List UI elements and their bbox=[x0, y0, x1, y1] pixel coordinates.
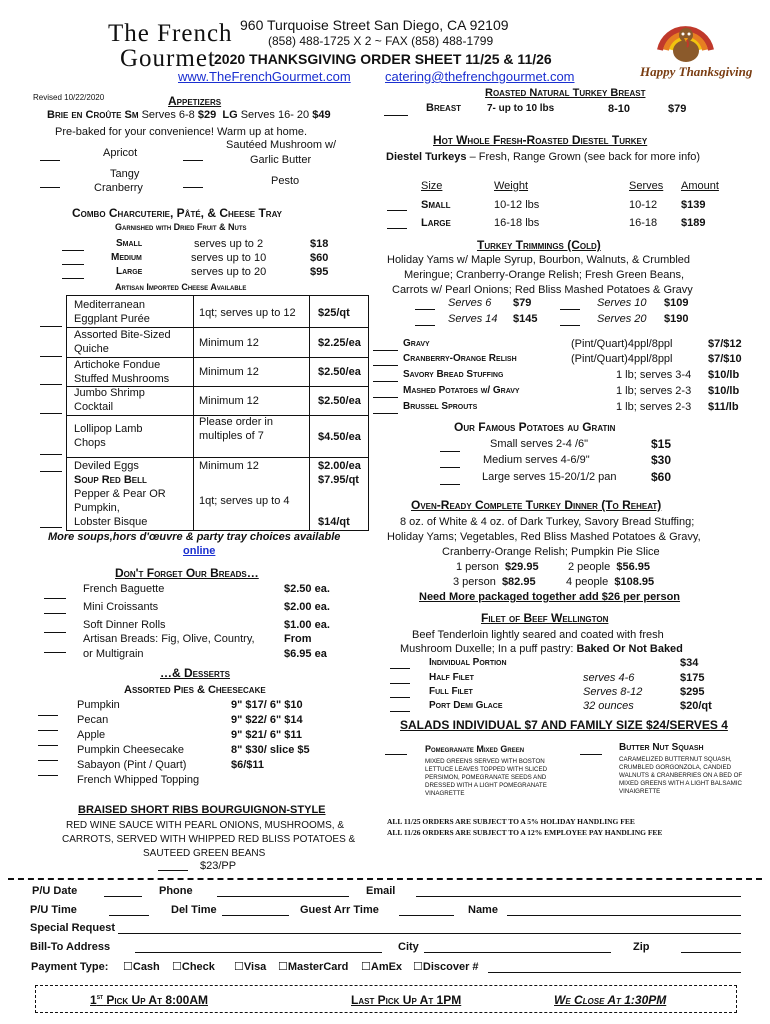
turkey-size: Large bbox=[421, 217, 451, 229]
trimmings-title: Turkey Trimmings (Cold) bbox=[477, 238, 601, 252]
side-blank[interactable] bbox=[373, 413, 398, 414]
salad-squash-desc: CARAMELIZED BUTTERNUT SQUASH, CRUMBLED GORGONZOLA, CANDIED WALNUTS & CRANBERRIES ON A BED OF MIXED GREENS WITH A LIGHT BALSAMIC VINAIGRETTE bbox=[619, 756, 743, 796]
gratin-blank[interactable] bbox=[440, 484, 460, 485]
bread-price: $1.00 ea. bbox=[284, 619, 330, 631]
dinner-price: $56.95 bbox=[616, 561, 650, 573]
diestel-title: Hot Whole Fresh-Roasted Diestel Turkey bbox=[433, 133, 648, 147]
tray-qty: Minimum 12 bbox=[199, 366, 259, 378]
phone-fax: (858) 488-1725 X 2 ~ FAX (858) 488-1799 bbox=[268, 34, 494, 48]
tray-price: $2.50/ea bbox=[318, 366, 361, 378]
last-pickup: Last Pick Up At 1PM bbox=[351, 993, 462, 1007]
dinner-option-2 bbox=[568, 561, 650, 574]
gratin-label: Small serves 2-4 /6" bbox=[490, 438, 589, 450]
breads-title: Don't Forget Our Breads… bbox=[115, 566, 259, 580]
tray-price: $14/qt bbox=[318, 516, 350, 528]
dessert-name: Sabayon (Pint / Quart) bbox=[77, 759, 187, 771]
logo-line2: Gourmet bbox=[120, 45, 216, 72]
dessert-price: 8" $30/ slice $5 bbox=[231, 744, 310, 756]
beef-price: $34 bbox=[680, 657, 699, 669]
side-price: $11/lb bbox=[708, 401, 739, 413]
tray-qty: Please order in bbox=[199, 416, 273, 428]
tray-item: Assorted Bite-Sized bbox=[74, 329, 171, 341]
brie-lg-serves: Serves 16- 20 bbox=[240, 109, 310, 121]
dinner-title: Oven-Ready Complete Turkey Dinner (To Reheat) bbox=[411, 498, 662, 512]
happy-thanksgiving: Happy Thanksgiving bbox=[640, 64, 753, 79]
cash-label: Cash bbox=[132, 961, 160, 973]
payment-type-label: Payment Type: bbox=[31, 961, 109, 973]
tray-item: Chops bbox=[74, 437, 106, 449]
dinner-label: 1 person bbox=[456, 561, 499, 573]
col-weight: Weight bbox=[494, 180, 529, 192]
col-serves: Serves bbox=[629, 180, 664, 192]
discover-label: Discover # bbox=[422, 961, 479, 973]
trim-blank[interactable] bbox=[560, 309, 580, 310]
trim-price: $145 bbox=[513, 313, 538, 325]
checkbox-icon[interactable]: ☐ bbox=[413, 961, 423, 973]
dessert-name: Pumpkin Cheesecake bbox=[77, 744, 185, 756]
mushroom-blank[interactable] bbox=[183, 160, 203, 161]
tray-item: Lobster Bisque bbox=[74, 516, 148, 528]
turkey-amount: $189 bbox=[681, 217, 706, 229]
side-size: 1 lb; serves 2-3 bbox=[616, 385, 692, 397]
brie-name: Brie en Croûte bbox=[47, 109, 122, 121]
tray-qty: 1qt; serves up to 12 bbox=[199, 307, 296, 319]
salad-pomegranate-title: Pomegranate Mixed Green bbox=[425, 744, 525, 754]
tray-blank[interactable] bbox=[40, 413, 62, 414]
short-ribs-desc-2: CARROTS, SERVED WITH WHIPPED RED BLISS POTATOES & bbox=[62, 834, 356, 845]
beef-blank[interactable] bbox=[390, 711, 410, 712]
check-label: Check bbox=[181, 961, 215, 973]
col-amount: Amount bbox=[681, 180, 719, 192]
tray-qty: Minimum 12 bbox=[199, 337, 259, 349]
combo-price-large: $95 bbox=[310, 266, 329, 278]
turkey-size: Small bbox=[421, 199, 451, 211]
side-price: $7/$12 bbox=[708, 338, 742, 350]
pu-date-label: P/U Date bbox=[32, 885, 78, 897]
side-size: 1 lb; serves 2-3 bbox=[616, 401, 692, 413]
turkey-weight: 16-18 lbs bbox=[494, 217, 540, 229]
combo-large-blank[interactable] bbox=[62, 278, 84, 279]
salad-pomegranate-desc: MIXED GREENS SERVED WITH BOSTON LETTUCE LEAVES TOPPED WITH SLICED PERSIMON, POMEGRANATE SEEDS AND DRESSED WITH A LIGHT POMEGRANATE VINAGRETTE bbox=[425, 758, 548, 798]
checkbox-icon[interactable]: ☐ bbox=[123, 961, 133, 973]
amex-label: AmEx bbox=[370, 961, 403, 973]
tray-qty: multiples of 7 bbox=[199, 430, 264, 442]
brie-lg: LG bbox=[222, 109, 238, 121]
beef-not-baked: Not Baked bbox=[628, 643, 683, 655]
logo-line1: The French bbox=[108, 20, 233, 47]
beef-blank[interactable] bbox=[390, 668, 410, 669]
beef-price: $20/qt bbox=[680, 700, 712, 712]
tray-item: Eggplant Purée bbox=[74, 313, 150, 325]
side-price: $7/$10 bbox=[708, 353, 742, 365]
dessert-name: Pecan bbox=[77, 714, 109, 726]
card-number-field[interactable] bbox=[488, 972, 741, 973]
filling-apricot: Apricot bbox=[103, 147, 138, 159]
tray-price: $25/qt bbox=[318, 307, 350, 319]
special-request-field[interactable] bbox=[118, 933, 741, 934]
prebaked-note: Pre-baked for your convenience! Warm up at home. bbox=[55, 126, 308, 138]
trim-blank[interactable] bbox=[415, 325, 435, 326]
tray-blank[interactable] bbox=[40, 384, 62, 385]
close-time: We Close At 1:30PM bbox=[554, 993, 667, 1007]
combo-title: Combo Charcuterie, Pâté, & Cheese Tray bbox=[72, 206, 282, 220]
gratin-label: Large serves 15-20/1/2 pan bbox=[482, 471, 617, 483]
short-ribs-desc-3: SAUTEED GREEN BEANS bbox=[143, 848, 266, 859]
checkbox-icon[interactable]: ☐ bbox=[361, 961, 371, 973]
bread-name: Soft Dinner Rolls bbox=[83, 619, 166, 631]
side-blank[interactable] bbox=[373, 350, 398, 351]
combo-small-blank[interactable] bbox=[62, 250, 84, 251]
trimmings-desc: Holiday Yams w/ Maple Syrup, Bourbon, Walnuts, & Crumbled bbox=[387, 254, 691, 266]
website-link[interactable]: www.TheFrenchGourmet.com bbox=[178, 69, 351, 84]
payment-cash[interactable] bbox=[123, 961, 160, 974]
appetizers-title: Appetizers bbox=[168, 94, 222, 108]
brie-sm-price: $29 bbox=[197, 109, 217, 121]
dinner-more-note: Need More packaged together add $26 per person bbox=[419, 591, 681, 603]
payment-discover[interactable] bbox=[413, 961, 479, 974]
tray-blank[interactable] bbox=[40, 527, 62, 528]
checkbox-icon[interactable]: ☐ bbox=[234, 961, 244, 973]
dinner-option-3 bbox=[453, 576, 536, 589]
diestel-label: Diestel Turkeys bbox=[386, 151, 467, 163]
dessert-blank[interactable] bbox=[38, 760, 58, 761]
dinner-option-1 bbox=[456, 561, 539, 574]
bread-name: French Baguette bbox=[83, 583, 165, 595]
email-field[interactable] bbox=[416, 896, 741, 897]
beef-baked: Baked bbox=[576, 643, 610, 655]
combo-medium-blank[interactable] bbox=[62, 264, 84, 265]
combo-price-medium: $60 bbox=[310, 252, 329, 264]
bread-price: $2.50 ea. bbox=[284, 583, 330, 595]
beef-name: Full Filet bbox=[429, 686, 473, 697]
revised-date: Revised 10/22/2020 bbox=[33, 93, 105, 102]
combo-garnish: Garnished with Dried Fruit & Nuts bbox=[115, 222, 247, 232]
dinner-label: 4 people bbox=[566, 576, 609, 588]
zip-label: Zip bbox=[633, 941, 650, 953]
side-name: Cranberry-Orange Relish bbox=[403, 353, 517, 364]
beef-desc: Beef Tenderloin lightly seared and coated with fresh bbox=[412, 629, 664, 641]
tray-price: $7.95/qt bbox=[318, 474, 359, 486]
tray-item: Quiche bbox=[74, 343, 109, 355]
dinner-desc-3: Cranberry-Orange Relish; Pumpkin Pie Slice bbox=[442, 546, 660, 558]
dessert-price: $6/$11 bbox=[231, 759, 265, 771]
checkbox-icon[interactable]: ☐ bbox=[278, 961, 288, 973]
beef-blank[interactable] bbox=[390, 697, 410, 698]
turkey-serves: 16-18 bbox=[629, 217, 658, 229]
turkey-breast-title: Roasted Natural Turkey Breast bbox=[485, 87, 646, 99]
tray-blank[interactable] bbox=[40, 471, 62, 472]
brie-sm: Sm bbox=[124, 109, 139, 121]
combo-artisan: Artisan Imported Cheese Available bbox=[115, 282, 247, 292]
gratin-price: $15 bbox=[651, 437, 672, 451]
diestel-desc bbox=[386, 151, 700, 164]
address: 960 Turquoise Street San Diego, CA 92109 bbox=[240, 17, 509, 33]
gratin-label: Medium serves 4-6/9" bbox=[483, 454, 590, 466]
filling-mushroom: Sautéed Mushroom w/ bbox=[226, 139, 337, 151]
short-ribs-price: $23/PP bbox=[200, 860, 237, 872]
tray-price: $2.25/ea bbox=[318, 337, 361, 349]
side-name: Savory Bread Stuffing bbox=[403, 369, 504, 380]
beef-title: Filet of Beef Wellington bbox=[481, 611, 609, 625]
pu-date-field[interactable] bbox=[104, 896, 142, 897]
phone-field[interactable] bbox=[217, 896, 349, 897]
dinner-desc: 8 oz. of White & 4 oz. of Dark Turkey, Savory Bread Stuffing; bbox=[400, 516, 695, 528]
tray-item: Pepper & Pear OR bbox=[74, 488, 166, 500]
beef-serves: serves 4-6 bbox=[583, 672, 635, 684]
zip-field[interactable] bbox=[681, 952, 741, 953]
email-label: Email bbox=[366, 885, 396, 897]
breast-weight: 7- up to 10 lbs bbox=[487, 103, 555, 114]
tray-qty: Minimum 12 bbox=[199, 460, 259, 472]
trim-serves: Serves 10 bbox=[597, 297, 647, 309]
brie-lg-price: $49 bbox=[312, 109, 331, 121]
salad-squash-title: Butter Nut Squash bbox=[619, 742, 704, 753]
online-link[interactable]: online bbox=[183, 545, 216, 557]
combo-serves-small: serves up to 2 bbox=[194, 238, 264, 250]
side-name: Gravy bbox=[403, 338, 430, 349]
payment-mastercard[interactable] bbox=[278, 961, 348, 974]
pu-time-label: P/U Time bbox=[30, 904, 77, 916]
del-time-label: Del Time bbox=[171, 904, 217, 916]
filling-mushroom-2: Garlic Butter bbox=[250, 154, 312, 166]
breast-price: $79 bbox=[668, 103, 687, 115]
turkey-amount: $139 bbox=[681, 199, 706, 211]
guest-arr-field[interactable] bbox=[399, 915, 454, 916]
combo-size-large: Large bbox=[116, 266, 143, 277]
bread-name: Mini Croissants bbox=[83, 601, 159, 613]
artisan-from: From bbox=[284, 633, 312, 645]
trim-price: $79 bbox=[513, 297, 532, 309]
gratin-price: $30 bbox=[651, 453, 672, 467]
visa-label: Visa bbox=[243, 961, 267, 973]
tangy-blank[interactable] bbox=[40, 187, 60, 188]
tray-item: Mediterranean bbox=[74, 299, 145, 311]
tray-blank[interactable] bbox=[40, 326, 62, 327]
beef-desc-text: Mushroom Duxelle; In a puff pastry: bbox=[400, 643, 574, 655]
trim-serves: Serves 14 bbox=[448, 313, 498, 325]
fee-note-1: ALL 11/25 ORDERS ARE SUBJECT TO A 5% HOLIDAY HANDLING FEE bbox=[387, 817, 635, 826]
more-soups-note: More soups,hors d'œuvre & party tray choices available bbox=[48, 531, 341, 543]
first-pickup bbox=[90, 994, 208, 1008]
beef-serves: 32 ounces bbox=[583, 700, 634, 712]
beef-price: $175 bbox=[680, 672, 705, 684]
del-time-field[interactable] bbox=[222, 915, 289, 916]
apricot-blank[interactable] bbox=[40, 160, 60, 161]
beef-serves: Serves 8-12 bbox=[583, 686, 643, 698]
payment-amex[interactable] bbox=[361, 961, 402, 974]
email-link[interactable]: catering@thefrenchgourmet.com bbox=[385, 69, 575, 84]
tray-blank[interactable] bbox=[40, 356, 62, 357]
turkey-large-blank[interactable] bbox=[387, 228, 407, 229]
name-field[interactable] bbox=[507, 915, 741, 916]
beef-name: Port Demi Glace bbox=[429, 700, 503, 711]
payment-check[interactable] bbox=[172, 961, 215, 974]
side-price: $10/lb bbox=[708, 385, 740, 397]
breast-label: Breast bbox=[426, 102, 462, 114]
short-ribs-blank[interactable] bbox=[158, 870, 188, 871]
city-field[interactable] bbox=[424, 952, 611, 953]
dinner-price: $108.95 bbox=[614, 576, 655, 588]
desserts-subtitle: Assorted Pies & Cheesecake bbox=[124, 684, 266, 696]
turkey-serves: 10-12 bbox=[629, 199, 658, 211]
breast-serves: 8-10 bbox=[608, 103, 631, 115]
trimmings-desc-3: Carrots w/ Pearl Onions; Red Bliss Mashed Potatoes & Gravy bbox=[392, 284, 693, 296]
bread-blank[interactable] bbox=[44, 632, 66, 633]
turkey-weight: 10-12 lbs bbox=[494, 199, 540, 211]
bread-blank[interactable] bbox=[44, 652, 66, 653]
combo-price-small: $18 bbox=[310, 238, 329, 250]
trim-blank[interactable] bbox=[560, 325, 580, 326]
dessert-name: Pumpkin bbox=[77, 699, 120, 711]
page-title: 2020 THANKSGIVING ORDER SHEET 11/25 & 11/26 bbox=[214, 51, 552, 67]
salads-title: SALADS INDIVIDUAL $7 AND FAMILY SIZE $24/SERVES 4 bbox=[400, 718, 728, 732]
bill-to-label: Bill-To Address bbox=[30, 941, 111, 953]
dessert-name: Apple bbox=[77, 729, 106, 741]
trim-price: $190 bbox=[664, 313, 689, 325]
form-divider bbox=[8, 878, 762, 880]
pesto-blank[interactable] bbox=[183, 187, 203, 188]
tray-item: Jumbo Shrimp bbox=[74, 387, 145, 399]
gratin-price: $60 bbox=[651, 470, 672, 484]
special-request-label: Special Request bbox=[30, 922, 115, 934]
dinner-label: 2 people bbox=[568, 561, 611, 573]
bread-blank[interactable] bbox=[44, 613, 66, 614]
combo-size-small: Small bbox=[116, 238, 143, 249]
gratin-title: Our Famous Potatoes au Gratin bbox=[454, 420, 616, 434]
tray-item: Pumpkin, bbox=[74, 502, 120, 514]
salad-blank[interactable] bbox=[580, 754, 602, 755]
phone-label: Phone bbox=[159, 885, 193, 897]
dessert-price: 9" $17/ 6" $10 bbox=[231, 699, 303, 711]
side-price: $10/lb bbox=[708, 369, 740, 381]
brie-line bbox=[47, 109, 331, 122]
side-name: Mashed Potatoes w/ Gravy bbox=[403, 385, 520, 396]
tray-item bbox=[74, 474, 147, 487]
beef-blank[interactable] bbox=[390, 683, 410, 684]
gratin-blank[interactable] bbox=[440, 467, 460, 468]
bill-to-field[interactable] bbox=[135, 952, 382, 953]
beef-name: Individual Portion bbox=[429, 657, 507, 668]
first-sup: st bbox=[96, 994, 104, 1001]
filling-pesto: Pesto bbox=[271, 175, 300, 187]
gratin-blank[interactable] bbox=[440, 451, 460, 452]
brie-sm-serves: Serves 6-8 bbox=[141, 109, 195, 121]
tray-item: Cocktail bbox=[74, 401, 114, 413]
dessert-blank[interactable] bbox=[38, 745, 58, 746]
dinner-price: $29.95 bbox=[504, 561, 539, 573]
tray-price: $2.00/ea bbox=[318, 460, 361, 472]
salad-blank[interactable] bbox=[385, 754, 407, 755]
fee-note-2: ALL 11/26 ORDERS ARE SUBJECT TO A 12% EMPLOYEE PAY HANDLING FEE bbox=[387, 828, 663, 837]
dessert-price: 9" $21/ 6" $11 bbox=[231, 729, 302, 741]
tray-qty: 1qt; serves up to 4 bbox=[199, 495, 290, 507]
side-name: Brussel Sprouts bbox=[403, 401, 478, 412]
side-size: (Pint/Quart)4ppl/8ppl bbox=[571, 338, 673, 350]
tray-price: $4.50/ea bbox=[318, 431, 361, 443]
turkey-small-blank[interactable] bbox=[387, 210, 407, 211]
beef-name: Half Filet bbox=[429, 672, 474, 683]
tray-item: Stuffed Mushrooms bbox=[74, 373, 170, 385]
tray-qty: Minimum 12 bbox=[199, 395, 259, 407]
dessert-blank[interactable] bbox=[38, 715, 58, 716]
filling-tangy: Tangy bbox=[110, 168, 140, 180]
first-pickup-text: Pick Up At 8:00AM bbox=[106, 993, 208, 1007]
trim-blank[interactable] bbox=[415, 309, 435, 310]
col-size: Size bbox=[421, 180, 443, 192]
short-ribs-desc: RED WINE SAUCE WITH PEARL ONIONS, MUSHROOMS, & bbox=[66, 820, 344, 831]
bread-blank[interactable] bbox=[44, 598, 66, 599]
guest-arr-label: Guest Arr Time bbox=[300, 904, 379, 916]
artisan-breads: Artisan Breads: Fig, Olive, Country, bbox=[83, 633, 255, 645]
bread-price: $2.00 ea. bbox=[284, 601, 330, 613]
beef-price: $295 bbox=[680, 686, 705, 698]
combo-serves-large: serves up to 20 bbox=[191, 266, 267, 278]
side-blank[interactable] bbox=[373, 381, 398, 382]
beef-or: Or bbox=[612, 643, 626, 655]
filling-cranberry: Cranberry bbox=[94, 182, 143, 194]
side-size: 1 lb; serves 3-4 bbox=[616, 369, 692, 381]
side-blank[interactable] bbox=[373, 365, 398, 366]
desserts-title: …& Desserts bbox=[160, 666, 231, 680]
mastercard-label: MasterCard bbox=[287, 961, 349, 973]
breast-blank[interactable] bbox=[384, 115, 408, 116]
trim-serves: Serves 6 bbox=[448, 297, 492, 309]
artisan-breads-2: or Multigrain bbox=[83, 648, 144, 660]
dessert-price: 9" $22/ 6" $14 bbox=[231, 714, 303, 726]
whipped-topping: French Whipped Topping bbox=[77, 774, 200, 786]
diestel-desc-text: – Fresh, Range Grown (see back for more info) bbox=[466, 151, 701, 163]
tray-item: Deviled Eggs bbox=[74, 460, 139, 472]
dinner-desc-2: Holiday Yams; Vegetables, Red Bliss Mashed Potatoes & Gravy, bbox=[387, 531, 701, 543]
dinner-label: 3 person bbox=[453, 576, 496, 588]
turkey-illustration-icon bbox=[648, 5, 723, 65]
tray-blank[interactable] bbox=[40, 454, 62, 455]
dessert-blank[interactable] bbox=[38, 730, 58, 731]
soup-label: Soup Red Bell bbox=[74, 474, 147, 486]
combo-size-medium: Medium bbox=[111, 252, 142, 263]
dinner-option-4 bbox=[566, 576, 654, 589]
artisan-price: $6.95 ea bbox=[284, 648, 327, 660]
tray-item: Lollipop Lamb bbox=[74, 423, 143, 435]
name-label: Name bbox=[468, 904, 498, 916]
short-ribs-title: BRAISED SHORT RIBS BOURGUIGNON-STYLE bbox=[78, 804, 326, 816]
first-num: 1 bbox=[90, 993, 97, 1007]
beef-desc-2 bbox=[400, 643, 683, 656]
side-blank[interactable] bbox=[373, 397, 398, 398]
payment-visa[interactable] bbox=[234, 961, 266, 974]
dessert-blank[interactable] bbox=[38, 775, 58, 776]
pu-time-field[interactable] bbox=[109, 915, 149, 916]
city-label: City bbox=[398, 941, 419, 953]
dinner-price: $82.95 bbox=[501, 576, 536, 588]
tray-price: $2.50/ea bbox=[318, 395, 361, 407]
trim-serves: Serves 20 bbox=[597, 313, 647, 325]
trimmings-desc-2: Meringue; Cranberry-Orange Relish; Fresh Green Beans, bbox=[404, 269, 685, 281]
tray-item: Artichoke Fondue bbox=[74, 359, 161, 371]
checkbox-icon[interactable]: ☐ bbox=[172, 961, 182, 973]
side-size: (Pint/Quart)4ppl/8ppl bbox=[571, 353, 673, 365]
combo-serves-medium: serves up to 10 bbox=[191, 252, 267, 264]
trim-price: $109 bbox=[664, 297, 689, 309]
